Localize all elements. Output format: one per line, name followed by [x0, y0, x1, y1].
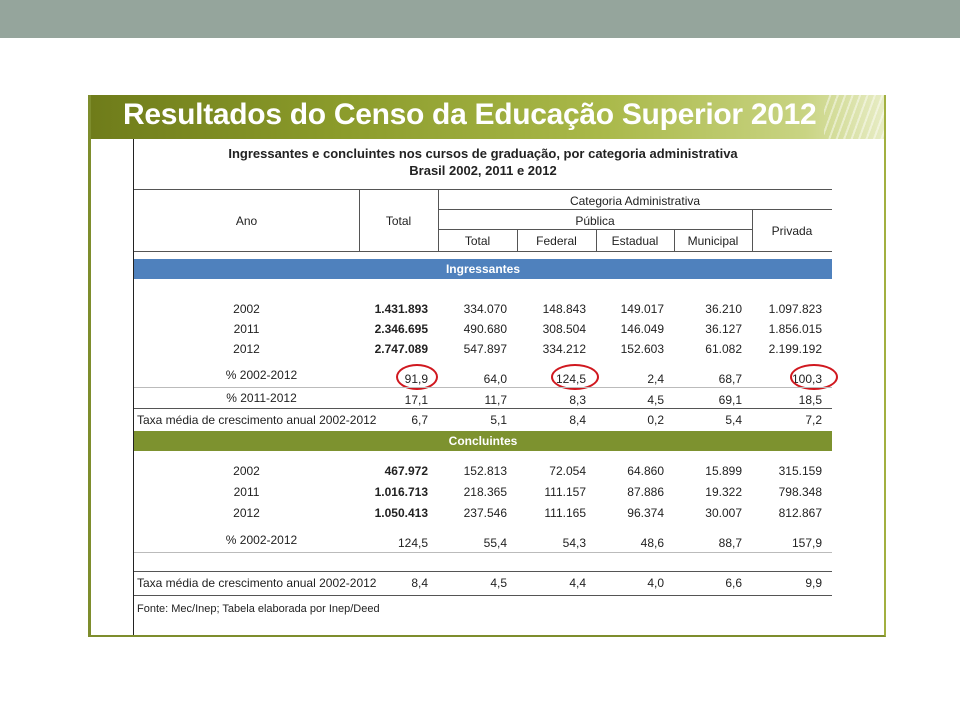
row-total: 1.016.713 [374, 485, 428, 499]
row-publica-total: 152.813 [463, 464, 507, 478]
header-ano: Ano [235, 214, 258, 228]
slide-title: Resultados do Censo da Educação Superior 2012 [123, 98, 817, 131]
row-municipal: 6,6 [725, 576, 742, 590]
row-estadual: 4,0 [647, 576, 664, 590]
row-privada: 18,5 [798, 393, 822, 407]
row-publica-total: 334.070 [463, 302, 507, 316]
section-band-concluintes: Concluintes [134, 431, 832, 451]
row-label: % 2002-2012 [225, 533, 298, 547]
row-publica-total: 490.680 [463, 322, 507, 336]
row-publica-total: 5,1 [490, 413, 507, 427]
row-total: 2.747.089 [374, 342, 428, 356]
row-federal: 111.157 [544, 485, 586, 499]
decorative-stripes [824, 95, 884, 139]
row-estadual: 152.603 [620, 342, 664, 356]
row-federal: 72.054 [549, 464, 586, 478]
header-categoria: Categoria Administrativa [569, 194, 701, 208]
row-publica-total: 4,5 [490, 576, 507, 590]
row-estadual: 149.017 [620, 302, 664, 316]
row-municipal: 68,7 [718, 372, 742, 386]
row-rule [134, 595, 832, 596]
row-privada: 100,3 [791, 372, 822, 386]
row-ano: 2002 [233, 302, 260, 316]
row-label: Taxa média de crescimento anual 2002-2012 [137, 413, 377, 427]
row-federal: 111.165 [544, 506, 586, 520]
row-total: 6,7 [411, 413, 428, 427]
row-publica-total: 11,7 [484, 393, 507, 407]
row-municipal: 61.082 [705, 342, 742, 356]
row-label: % 2011-2012 [226, 391, 297, 405]
row-privada: 315.159 [778, 464, 822, 478]
row-total: 124,5 [397, 536, 428, 550]
table-title-line1: Ingressantes e concluintes nos cursos de graduação, por categoria administrativa [228, 146, 738, 161]
row-total: 467.972 [384, 464, 428, 478]
row-estadual: 48,6 [640, 536, 664, 550]
header-rule-publica [438, 229, 752, 230]
row-publica-total: 218.365 [463, 485, 507, 499]
row-federal: 4,4 [569, 576, 586, 590]
row-rule [134, 552, 832, 553]
row-estadual: 0,2 [647, 413, 664, 427]
header-publica: Pública [575, 214, 615, 228]
row-federal: 54,3 [562, 536, 586, 550]
row-ano: 2002 [233, 464, 260, 478]
row-estadual: 4,5 [647, 393, 664, 407]
row-total: 91,9 [404, 372, 428, 386]
row-label: Taxa média de crescimento anual 2002-2012 [137, 576, 377, 590]
row-municipal: 15.899 [705, 464, 742, 478]
row-publica-total: 237.546 [463, 506, 507, 520]
row-privada: 2.199.192 [768, 342, 822, 356]
row-municipal: 36.210 [705, 302, 742, 316]
row-publica-total: 64,0 [483, 372, 507, 386]
header-municipal: Municipal [687, 234, 739, 248]
row-publica-total: 55,4 [483, 536, 507, 550]
row-municipal: 69,1 [718, 393, 742, 407]
header-federal: Federal [536, 234, 577, 248]
row-municipal: 30.007 [705, 506, 742, 520]
row-total: 17,1 [404, 393, 428, 407]
row-municipal: 19.322 [705, 485, 742, 499]
row-federal: 8,4 [569, 413, 586, 427]
row-total: 8,4 [411, 576, 428, 590]
row-federal: 8,3 [569, 393, 586, 407]
header-estadual: Estadual [611, 234, 659, 248]
row-federal: 308.504 [542, 322, 586, 336]
row-rule [134, 408, 832, 409]
row-ano: 2012 [233, 342, 260, 356]
table-title-line2: Brasil 2002, 2011 e 2012 [409, 163, 557, 178]
row-estadual: 87.886 [627, 485, 664, 499]
row-privada: 157,9 [791, 536, 822, 550]
row-rule [134, 571, 832, 572]
row-federal: 148.843 [542, 302, 586, 316]
row-ano: 2012 [233, 506, 260, 520]
row-municipal: 88,7 [718, 536, 742, 550]
header-top-rule [134, 189, 832, 190]
row-municipal: 5,4 [725, 413, 742, 427]
table-title [134, 145, 832, 179]
row-privada: 812.867 [778, 506, 822, 520]
row-label: % 2002-2012 [225, 368, 298, 382]
row-rule [134, 387, 832, 388]
row-total: 1.050.413 [374, 506, 428, 520]
table-source-note: Fonte: Mec/Inep; Tabela elaborada por Inep/Deed [137, 603, 380, 615]
header-total: Total [385, 214, 412, 228]
census-table [133, 139, 832, 635]
row-federal: 334.212 [542, 342, 586, 356]
row-privada: 9,9 [805, 576, 822, 590]
row-ano: 2011 [233, 322, 260, 336]
header-rule-categoria [438, 209, 832, 210]
row-federal: 124,5 [555, 372, 586, 386]
row-municipal: 36.127 [705, 322, 742, 336]
row-ano: 2011 [233, 485, 260, 499]
row-estadual: 96.374 [627, 506, 664, 520]
header-privada: Privada [771, 224, 813, 238]
row-estadual: 2,4 [647, 372, 664, 386]
slide [88, 95, 886, 637]
row-estadual: 146.049 [620, 322, 664, 336]
row-privada: 7,2 [805, 413, 822, 427]
row-privada: 1.856.015 [768, 322, 822, 336]
header-bottom-rule [134, 251, 832, 252]
top-bar [0, 0, 960, 38]
row-publica-total: 547.897 [463, 342, 507, 356]
title-band [91, 95, 884, 139]
row-estadual: 64.860 [627, 464, 664, 478]
row-total: 2.346.695 [374, 322, 428, 336]
row-privada: 1.097.823 [768, 302, 822, 316]
row-privada: 798.348 [778, 485, 822, 499]
header-publica-total: Total [464, 234, 491, 248]
row-total: 1.431.893 [374, 302, 428, 316]
section-band-ingressantes: Ingressantes [134, 259, 832, 279]
